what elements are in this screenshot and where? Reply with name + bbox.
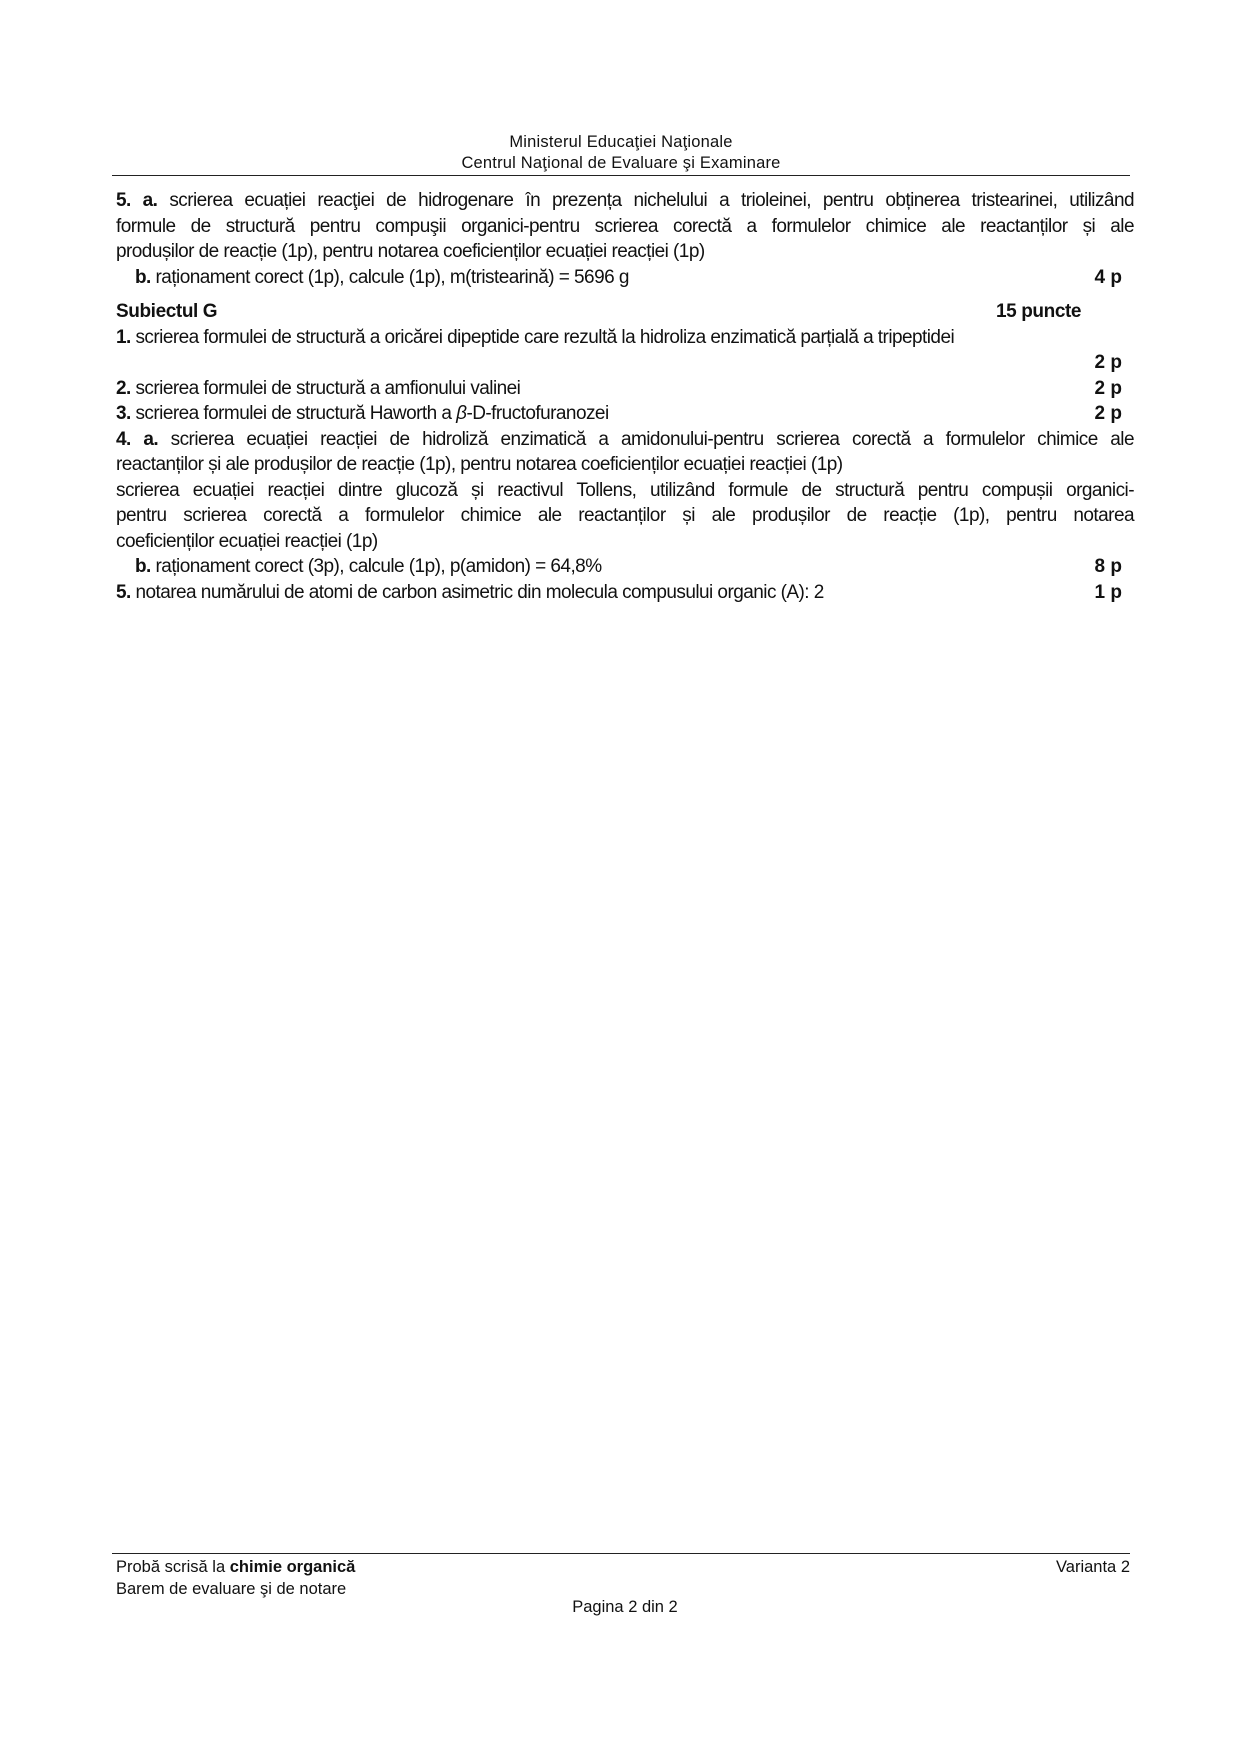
q5-a-line1: 5. a. scrierea ecuației reacţiei de hidrogenare în prezența nichelului a trioleinei, pentru obținerea tristearinei, utilizând [116,190,1134,211]
q5-a-line3: produșilor de reacție (1p), pentru notarea coeficienților ecuației reacției (1p) [116,241,705,262]
header-divider [112,175,1130,176]
footer-barem: Barem de evaluare şi de notare [116,1580,347,1598]
subject-g-title: Subiectul G [116,301,218,322]
footer-divider [112,1553,1130,1554]
page-number: Pagina 2 din 2 [572,1598,678,1616]
page-header [112,132,1130,174]
subject-g-heading [116,299,1134,325]
q5-a-line2: formule de structură pentru compuşii organici-pentru scrierea corectă a formulelor chimice ale reactanților și ale [116,215,1134,237]
footer-subject: chimie organică [229,1558,356,1576]
header-ministry: Ministerul Educaţiei Naţionale [509,133,733,151]
q5-b-line: b. raționament corect (1p), calcule (1p), m(tristearină) = 5696 g 4 p [116,265,1134,291]
footer-exam-line: Probă scrisă la chimie organică Varianta 2 [116,1558,1130,1576]
g-item-1: 1. scrierea formulei de structură a oricărei dipeptide care rezultă la hidroliza enzimatică parțială a tripeptidei [116,326,955,348]
g-item-4-b-line: b. raționament corect (3p), calcule (1p), p(amidon) = 64,8% 8 p [116,554,1134,580]
g-item-1-points: 2 p [1094,352,1122,373]
g-item-1-points-row [116,350,1134,376]
q5-points: 4 p [1094,266,1122,288]
g-item-4-a-line2: reactanților și ale produșilor de reacție (1p), pentru notarea coeficienților ecuației reacției (1p) [116,454,843,475]
g-item-2-points: 2 p [1094,377,1122,399]
g-item-4-a-line5: coeficienților ecuației reacției (1p) [116,530,378,552]
g-item-2: 2. scrierea formulei de structură a amfionului valinei 2 p [116,376,1134,402]
g-item-4-points: 8 p [1094,556,1122,577]
g-item-4-a-line1: 4. a. scrierea ecuației reacției de hidroliză enzimatică a amidonului-pentru scrierea corectă a formulelor chimice ale [116,428,1134,450]
g-item-3: 3. scrierea formulei de structură Haworth a β-D-fructofuranozei 2 p [116,401,1134,427]
page-footer [116,1556,1130,1600]
g-item-3-points: 2 p [1094,403,1122,424]
g-item-4-a-line4: pentru scrierea corectă a formulelor chimice ale reactanților și ale produșilor de reacție (1p), pentru notarea [116,505,1134,526]
grading-content [116,188,1134,605]
subject-g-total: 15 puncte [996,301,1082,322]
g-item-4-a-line3: scrierea ecuației reacției dintre glucoză și reactivul Tollens, utilizând formule de structură pentru compușii organici- [116,479,1134,501]
g-item-5-points: 1 p [1094,581,1122,603]
header-center: Centrul Naţional de Evaluare şi Examinare [461,154,781,172]
g-item-5: 5. notarea numărului de atomi de carbon asimetric din molecula compusului organic (A): 2 1 p [116,580,1134,606]
footer-variant: Varianta 2 [1056,1558,1130,1576]
